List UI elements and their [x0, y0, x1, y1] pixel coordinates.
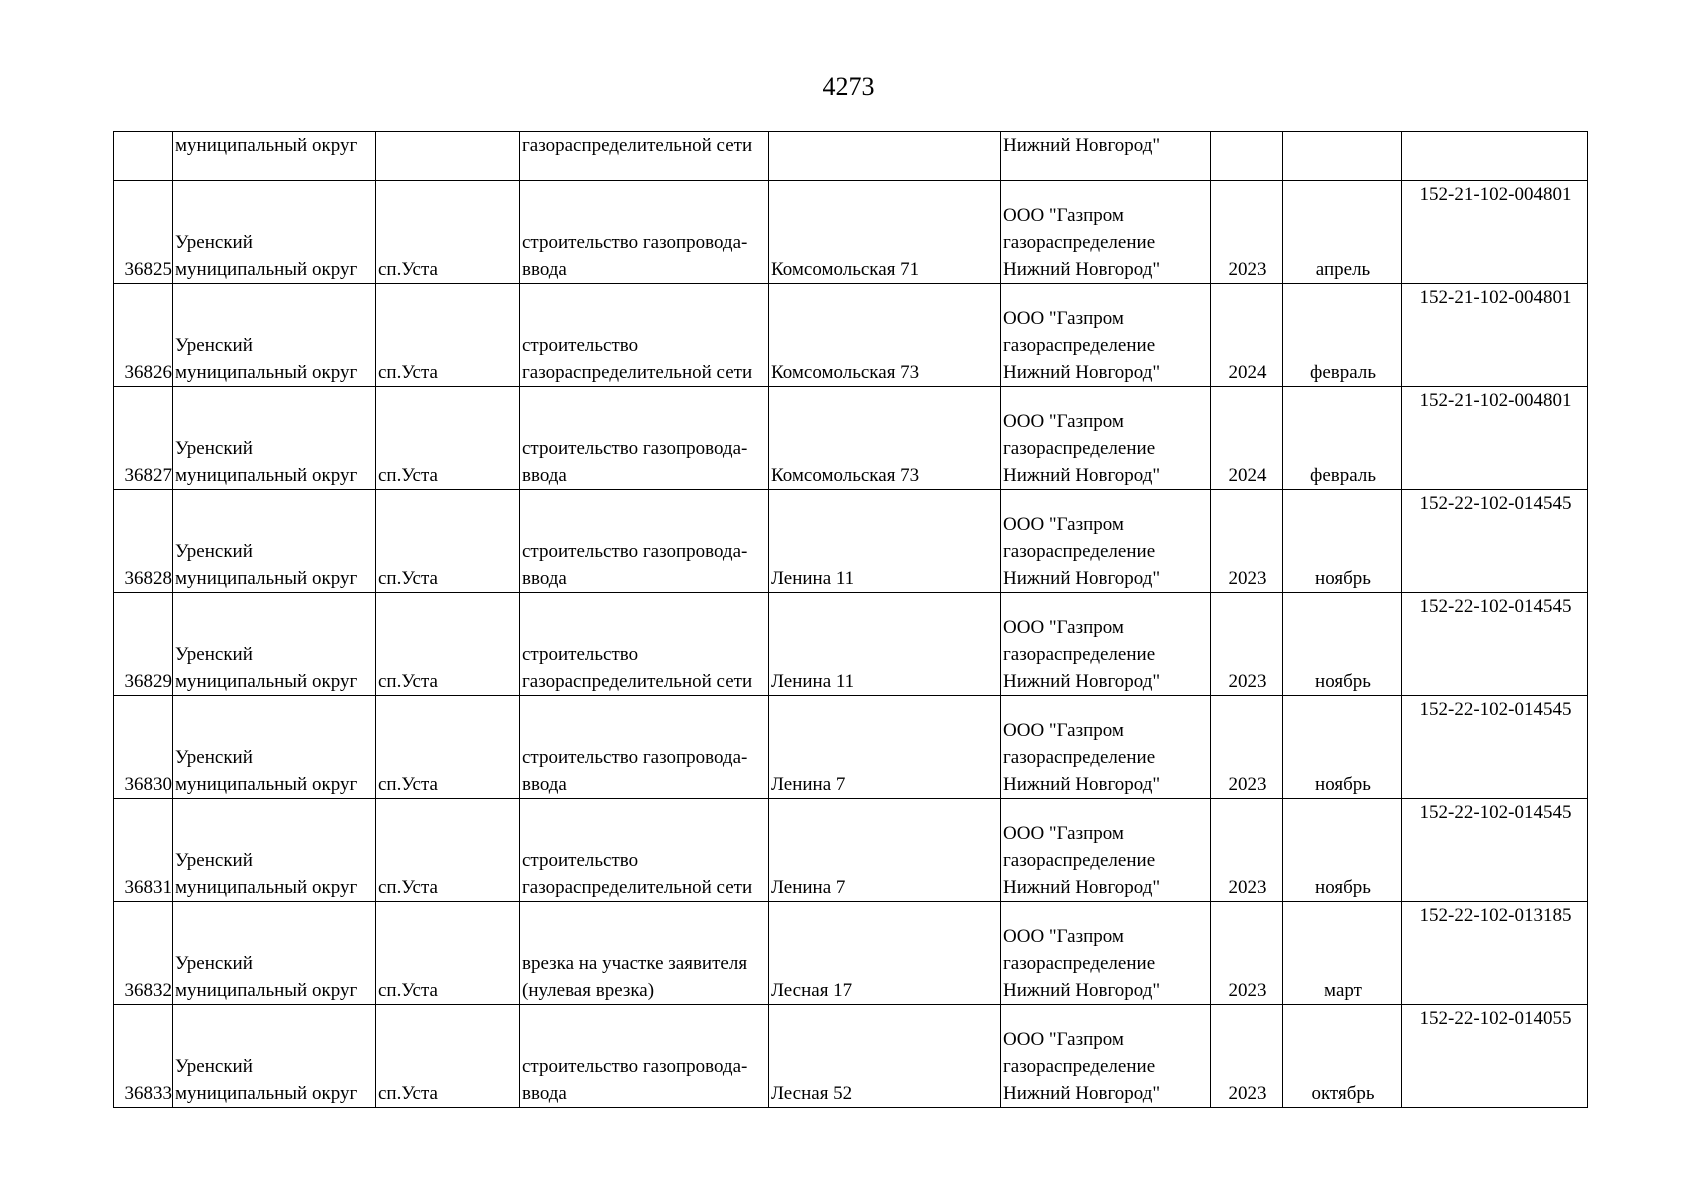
cell-settlement: сп.Уста	[376, 1005, 520, 1108]
cell-month: март	[1283, 902, 1402, 1005]
table-row	[114, 593, 1588, 696]
table-body	[114, 132, 1588, 1108]
cell-month	[1283, 132, 1402, 181]
cell-address: Ленина 7	[769, 696, 1001, 799]
cell-work-type: строительство газопровода-ввода	[520, 387, 769, 490]
cell-district: Уренский муниципальный округ	[173, 902, 376, 1005]
cell-district: Уренский муниципальный округ	[173, 799, 376, 902]
cell-settlement: сп.Уста	[376, 284, 520, 387]
cell-address: Лесная 52	[769, 1005, 1001, 1108]
table-row	[114, 387, 1588, 490]
cell-number: 36825	[114, 181, 173, 284]
cell-organization: Нижний Новгород"	[1001, 132, 1211, 181]
cell-settlement: сп.Уста	[376, 799, 520, 902]
cell-code: 152-22-102-014055	[1402, 1005, 1588, 1108]
cell-code: 152-21-102-004801	[1402, 387, 1588, 490]
cell-organization: ООО "Газпром газораспределение Нижний Новгород"	[1001, 593, 1211, 696]
cell-work-type: строительство газораспределительной сети	[520, 799, 769, 902]
cell-work-type: строительство газопровода-ввода	[520, 490, 769, 593]
cell-year: 2023	[1211, 799, 1283, 902]
cell-number: 36832	[114, 902, 173, 1005]
cell-district: Уренский муниципальный округ	[173, 284, 376, 387]
table-row	[114, 902, 1588, 1005]
cell-code: 152-22-102-013185	[1402, 902, 1588, 1005]
cell-district: Уренский муниципальный округ	[173, 181, 376, 284]
cell-year	[1211, 132, 1283, 181]
cell-address: Комсомольская 73	[769, 284, 1001, 387]
cell-number	[114, 132, 173, 181]
cell-code: 152-22-102-014545	[1402, 696, 1588, 799]
cell-district: Уренский муниципальный округ	[173, 696, 376, 799]
cell-code: 152-21-102-004801	[1402, 284, 1588, 387]
cell-organization: ООО "Газпром газораспределение Нижний Новгород"	[1001, 1005, 1211, 1108]
cell-organization: ООО "Газпром газораспределение Нижний Новгород"	[1001, 387, 1211, 490]
cell-month: февраль	[1283, 284, 1402, 387]
cell-organization: ООО "Газпром газораспределение Нижний Новгород"	[1001, 902, 1211, 1005]
cell-address: Ленина 7	[769, 799, 1001, 902]
cell-settlement: сп.Уста	[376, 387, 520, 490]
cell-year: 2023	[1211, 1005, 1283, 1108]
cell-code	[1402, 132, 1588, 181]
cell-year: 2023	[1211, 490, 1283, 593]
cell-work-type: строительство газопровода-ввода	[520, 696, 769, 799]
cell-year: 2023	[1211, 696, 1283, 799]
cell-month: ноябрь	[1283, 490, 1402, 593]
cell-code: 152-22-102-014545	[1402, 593, 1588, 696]
table-row	[114, 696, 1588, 799]
cell-month: ноябрь	[1283, 593, 1402, 696]
table-row	[114, 1005, 1588, 1108]
cell-number: 36828	[114, 490, 173, 593]
cell-year: 2023	[1211, 181, 1283, 284]
cell-work-type: строительство газораспределительной сети	[520, 593, 769, 696]
cell-settlement: сп.Уста	[376, 902, 520, 1005]
cell-number: 36833	[114, 1005, 173, 1108]
cell-code: 152-21-102-004801	[1402, 181, 1588, 284]
cell-work-type: врезка на участке заявителя (нулевая врезка)	[520, 902, 769, 1005]
cell-settlement: сп.Уста	[376, 696, 520, 799]
cell-year: 2023	[1211, 902, 1283, 1005]
cell-settlement	[376, 132, 520, 181]
registry-table	[113, 131, 1588, 1108]
cell-number: 36826	[114, 284, 173, 387]
cell-organization: ООО "Газпром газораспределение Нижний Новгород"	[1001, 284, 1211, 387]
cell-month: октябрь	[1283, 1005, 1402, 1108]
cell-work-type: газораспределительной сети	[520, 132, 769, 181]
cell-settlement: сп.Уста	[376, 490, 520, 593]
cell-district: Уренский муниципальный округ	[173, 1005, 376, 1108]
continuation-row	[114, 132, 1588, 181]
cell-work-type: строительство газопровода-ввода	[520, 1005, 769, 1108]
cell-month: апрель	[1283, 181, 1402, 284]
cell-month: февраль	[1283, 387, 1402, 490]
table-row	[114, 799, 1588, 902]
cell-address: Ленина 11	[769, 593, 1001, 696]
cell-settlement: сп.Уста	[376, 593, 520, 696]
cell-organization: ООО "Газпром газораспределение Нижний Новгород"	[1001, 181, 1211, 284]
cell-organization: ООО "Газпром газораспределение Нижний Новгород"	[1001, 490, 1211, 593]
cell-work-type: строительство газопровода-ввода	[520, 181, 769, 284]
cell-address: Комсомольская 73	[769, 387, 1001, 490]
cell-number: 36830	[114, 696, 173, 799]
cell-year: 2023	[1211, 593, 1283, 696]
cell-number: 36831	[114, 799, 173, 902]
cell-year: 2024	[1211, 284, 1283, 387]
cell-address: Ленина 11	[769, 490, 1001, 593]
cell-district: Уренский муниципальный округ	[173, 593, 376, 696]
page-number: 4273	[822, 72, 875, 101]
cell-settlement: сп.Уста	[376, 181, 520, 284]
cell-district: муниципальный округ	[173, 132, 376, 181]
cell-code: 152-22-102-014545	[1402, 799, 1588, 902]
table-row	[114, 284, 1588, 387]
table-row	[114, 490, 1588, 593]
cell-work-type: строительство газораспределительной сети	[520, 284, 769, 387]
cell-code: 152-22-102-014545	[1402, 490, 1588, 593]
cell-address	[769, 132, 1001, 181]
cell-district: Уренский муниципальный округ	[173, 387, 376, 490]
cell-month: ноябрь	[1283, 696, 1402, 799]
cell-number: 36829	[114, 593, 173, 696]
cell-number: 36827	[114, 387, 173, 490]
table-row	[114, 181, 1588, 284]
cell-organization: ООО "Газпром газораспределение Нижний Новгород"	[1001, 799, 1211, 902]
cell-address: Комсомольская 71	[769, 181, 1001, 284]
cell-district: Уренский муниципальный округ	[173, 490, 376, 593]
cell-organization: ООО "Газпром газораспределение Нижний Новгород"	[1001, 696, 1211, 799]
cell-address: Лесная 17	[769, 902, 1001, 1005]
cell-year: 2024	[1211, 387, 1283, 490]
cell-month: ноябрь	[1283, 799, 1402, 902]
